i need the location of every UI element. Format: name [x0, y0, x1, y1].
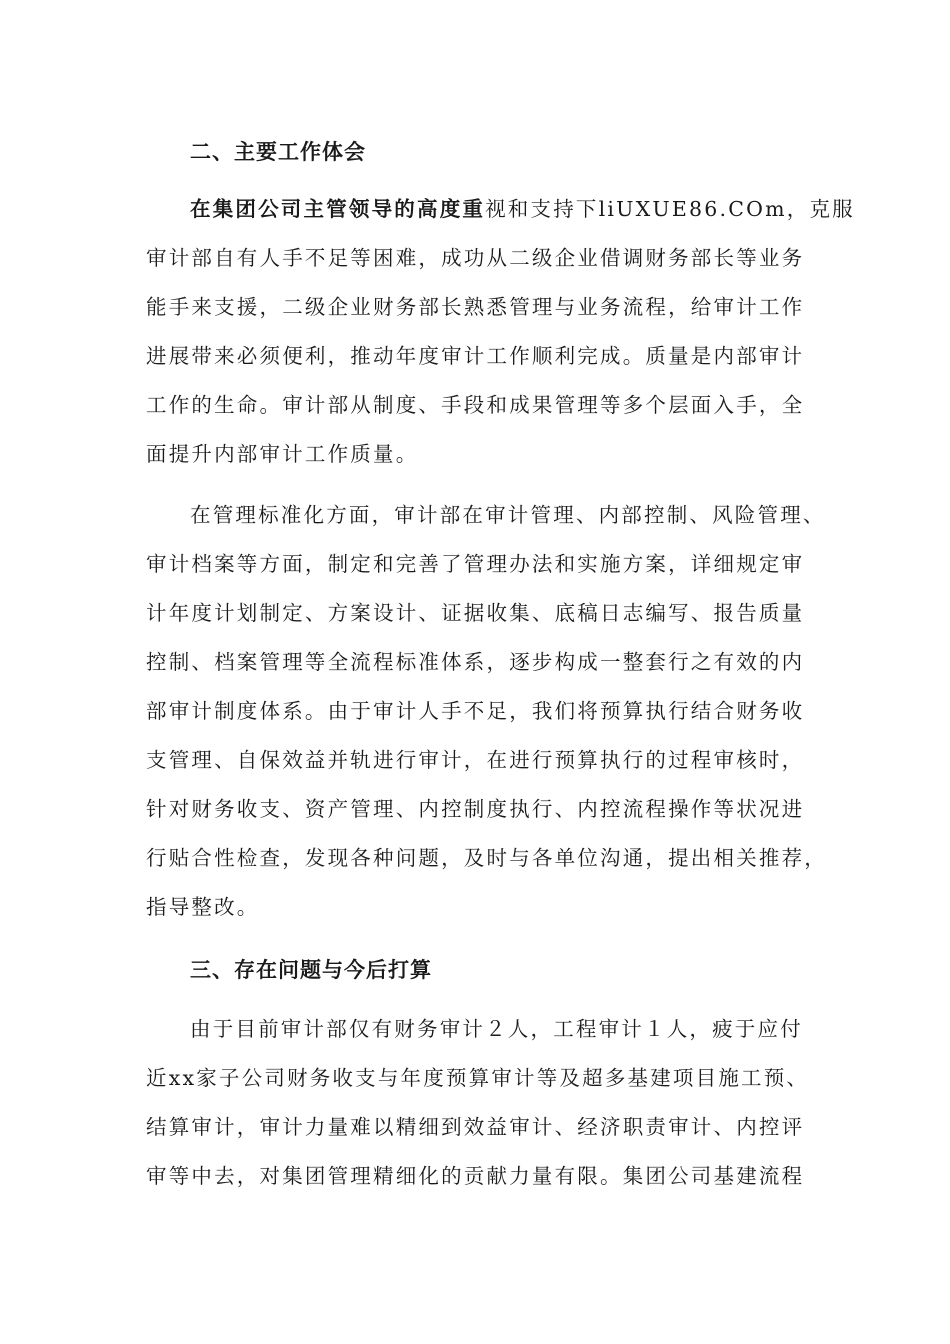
paragraph-line: 控制、档案管理等全流程标准体系，逐步构成一整套行之有效的内 [146, 650, 805, 674]
bold-text-run: 在集团公司主管领导的高度重 [190, 197, 486, 221]
section-heading-3: 三、存在问题与今后打算 [190, 957, 432, 982]
paragraph-line: 支管理、自保效益并轨进行审计，在进行预算执行的过程审核时， [146, 748, 805, 772]
paragraph-line: 进展带来必须便利，推动年度审计工作顺利完成。质量是内部审计 [146, 344, 805, 368]
paragraph-line: 审计部自有人手不足等困难，成功从二级企业借调财务部长等业务 [146, 246, 805, 270]
paragraph-line: 部审计制度体系。由于审计人手不足，我们将预算执行结合财务收 [146, 699, 805, 723]
paragraph-line: 工作的生命。审计部从制度、手段和成果管理等多个层面入手，全 [146, 393, 805, 417]
paragraph-line: 指导整改。 [146, 895, 260, 919]
paragraph-line: 计年度计划制定、方案设计、证据收集、底稿日志编写、报告质量 [146, 601, 805, 625]
paragraph-line: 能手来支援，二级企业财务部长熟悉管理与业务流程，给审计工作 [146, 295, 805, 319]
paragraph-line: 由于目前审计部仅有财务审计２人，工程审计１人，疲于应付 [190, 1017, 803, 1041]
paragraph-line: 面提升内部审计工作质量。 [146, 442, 419, 466]
paragraph-line: 审等中去，对集团管理精细化的贡献力量有限。集团公司基建流程 [146, 1164, 805, 1188]
paragraph-line: 审计档案等方面，制定和完善了管理办法和实施方案，详细规定审 [146, 552, 805, 576]
paragraph-line: 在管理标准化方面，审计部在审计管理、内部控制、风险管理、 [190, 503, 826, 527]
section-heading-2: 二、主要工作体会 [190, 139, 366, 164]
paragraph-line: 结算审计，审计力量难以精细到效益审计、经济职责审计、内控评 [146, 1115, 805, 1139]
paragraph-line [190, 194, 855, 224]
paragraph-line: 近xx家子公司财务收支与年度预算审计等及超多基建项目施工预、 [146, 1066, 810, 1090]
text-run: 视和支持下liUXUE86.COm，克服 [485, 197, 855, 221]
paragraph-line: 针对财务收支、资产管理、内控制度执行、内控流程操作等状况进 [146, 797, 805, 821]
paragraph-line: 行贴合性检查，发现各种问题，及时与各单位沟通，提出相关推荐， [146, 846, 827, 870]
